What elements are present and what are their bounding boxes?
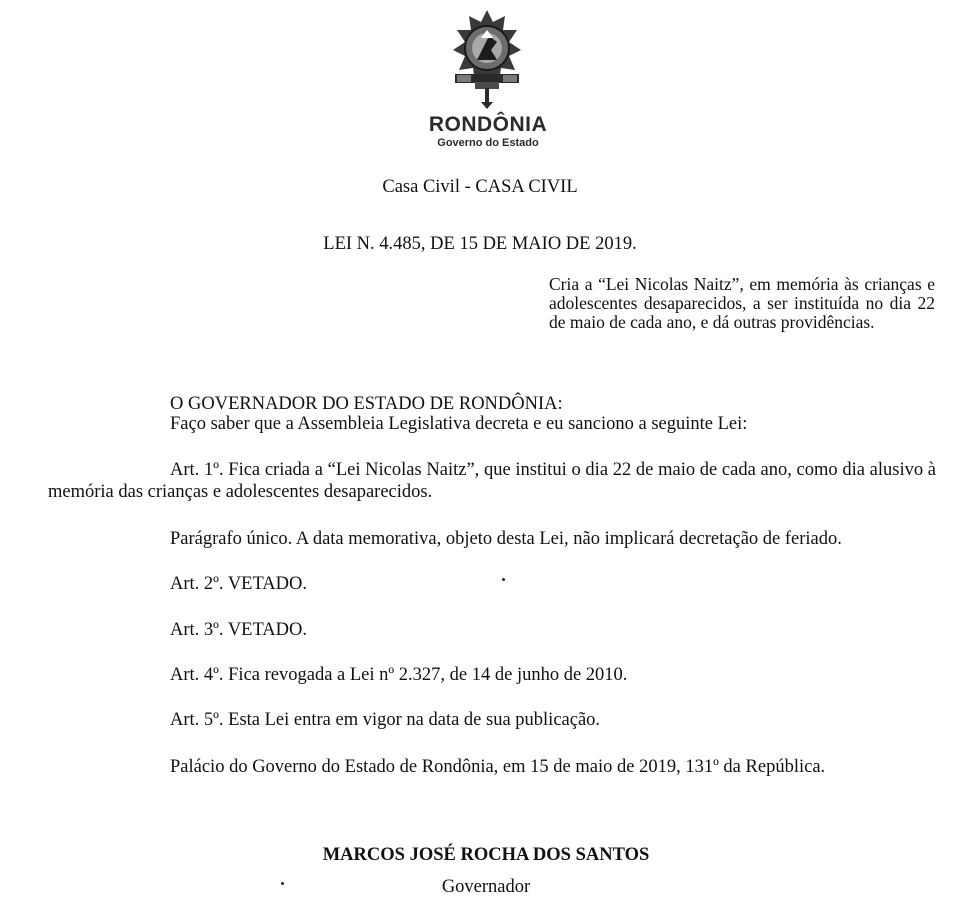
article-2: Art. 2º. VETADO. <box>170 574 307 594</box>
signatory-name: MARCOS JOSÉ ROCHA DOS SANTOS <box>322 845 650 865</box>
brand-subtitle: Governo do Estado <box>437 137 539 149</box>
signatory-title: Governador <box>441 877 531 897</box>
article-3: Art. 3º. VETADO. <box>170 620 307 640</box>
scan-speck <box>281 882 284 885</box>
brand-name: RONDÔNIA <box>428 113 548 136</box>
enacting-clause: Faço saber que a Assembleia Legislativa decreta e eu sanciono a seguinte Lei: <box>170 414 748 434</box>
article-1-paragraph: Parágrafo único. A data memorativa, objeto desta Lei, não implicará decretação de feriado. <box>170 529 842 549</box>
article-1: Art. 1º. Fica criada a “Lei Nicolas Naitz”, que institui o dia 22 de maio de cada ano, como dia alusivo à memória das crianças e adolescentes desaparecidos. <box>48 460 936 502</box>
law-summary: Cria a “Lei Nicolas Naitz”, em memória às crianças e adolescentes desaparecidos, a ser instituída no dia 22 de maio de cada ano, e dá outras providências. <box>549 274 935 332</box>
scan-speck <box>502 578 505 581</box>
article-4: Art. 4º. Fica revogada a Lei nº 2.327, de 14 de junho de 2010. <box>170 665 628 685</box>
closing-line: Palácio do Governo do Estado de Rondônia, em 15 de maio de 2019, 131º da República. <box>170 757 826 777</box>
coat-of-arms-icon <box>447 8 527 110</box>
law-title: LEI N. 4.485, DE 15 DE MAIO DE 2019. <box>323 234 637 254</box>
department-heading: Casa Civil - CASA CIVIL <box>382 177 578 197</box>
article-5: Art. 5º. Esta Lei entra em vigor na data de sua publicação. <box>170 710 601 730</box>
enacting-authority: O GOVERNADOR DO ESTADO DE RONDÔNIA: <box>170 394 563 414</box>
